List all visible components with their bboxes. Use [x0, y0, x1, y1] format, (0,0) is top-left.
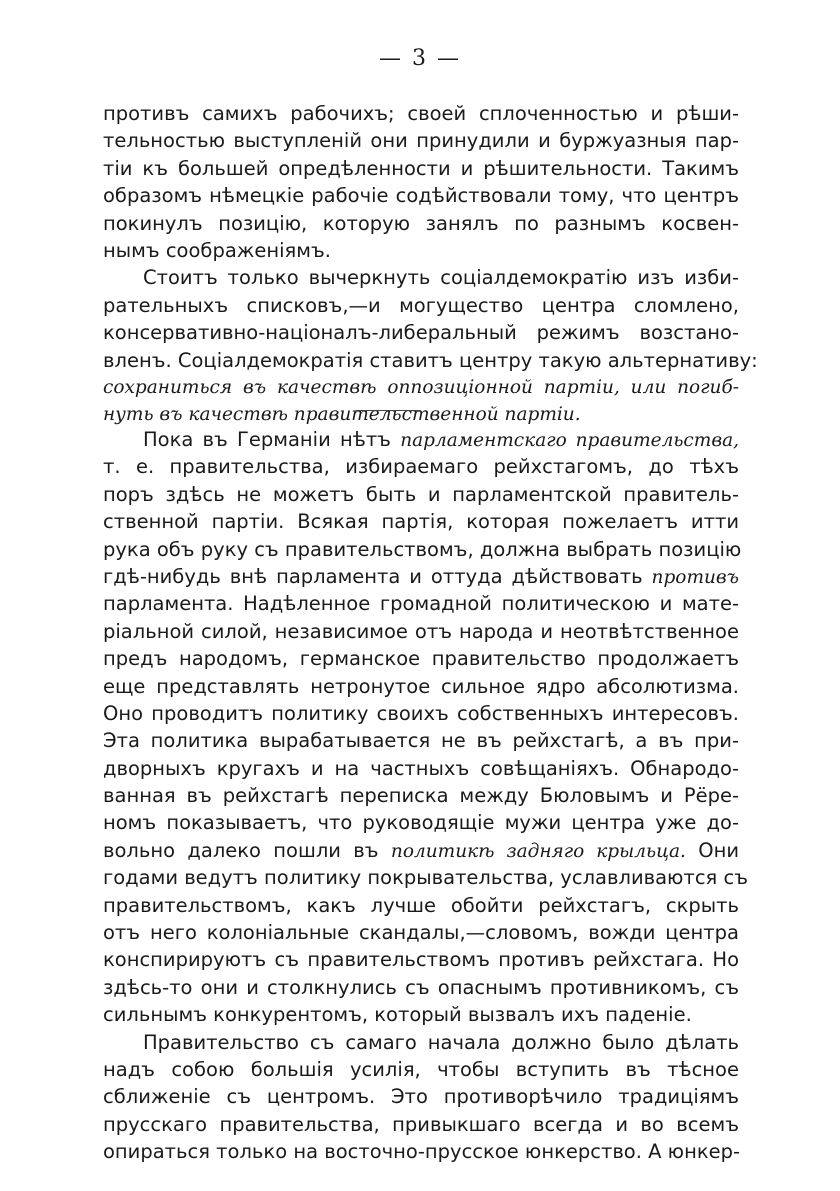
text-line: прусскаго правительства, привыкшаго всегда и во всемъ [103, 1112, 739, 1136]
text-block-top [103, 100, 758, 429]
text-line: здѣсь-то они и столкнулись съ опаснымъ противникомъ, съ [103, 975, 739, 999]
paragraph-4 [103, 1029, 739, 1166]
text-line: номъ показываетъ, что руководящіе мужи центра уже до- [103, 811, 739, 835]
text-line: ванная въ рейхстагѣ переписка между Бюловымъ и Рёре- [103, 784, 739, 808]
text-line: нымъ соображеніямъ. [103, 238, 331, 262]
text-line: правительствомъ, какъ лучше обойти рейхстагъ, скрыть [103, 893, 739, 917]
page-number: — 3 — [379, 46, 461, 71]
paragraph-1 [103, 100, 739, 264]
text-line: рательныхъ списковъ,—и могущество центра сломлено, [103, 293, 739, 317]
text-line: отъ него колоніальные скандалы,—словомъ, вожди центра [103, 921, 739, 945]
italic-text-run: политикѣ задняго крыльца. [390, 840, 686, 862]
text-line: годами ведутъ политику покрывательства, уславливаются съ [103, 866, 748, 890]
text-run: вольно далеко пошли въ [103, 838, 379, 862]
italic-text-line: нуть въ качествѣ правительственной партіи. [103, 404, 581, 426]
text-line: вленъ. Соціалдемократія ставитъ центру такую альтернативу: [103, 348, 758, 372]
text-line [103, 426, 739, 453]
text-line: т. е. правительства, избираемаго рейхстагомъ, до тѣхъ [103, 455, 739, 479]
text-line [103, 563, 739, 590]
italic-text-line: сохраниться въ качествѣ оппозиціонной партіи, или погиб- [103, 376, 739, 398]
text-line: рука объ руку съ правительствомъ, должна выбрать позицію [103, 537, 742, 561]
text-line: парламента. Надѣленное громадной политическою и мате- [103, 592, 739, 616]
text-line: тельностью выступленій они принудили и буржуазныя пар- [103, 129, 739, 153]
text-line: надъ собою большія усилія, чтобы вступить въ тѣсное [103, 1057, 739, 1081]
text-line: покинулъ позицію, которую занялъ по разнымъ косвен- [103, 211, 739, 235]
paragraph-3 [103, 426, 748, 1029]
text-line: Стоитъ только вычеркнуть соціалдемократію изъ изби- [143, 266, 739, 290]
text-line: дворныхъ кругахъ и на частныхъ совѣщаніяхъ. Обнародо- [103, 756, 739, 780]
text-line: опираться только на восточно-прусское юнкерство. А юнкер- [103, 1140, 741, 1164]
text-line: сближеніе съ центромъ. Это противорѣчило традиціямъ [103, 1085, 739, 1109]
text-run: Они [698, 838, 740, 862]
text-line [103, 837, 739, 864]
text-block-bottom [103, 426, 748, 1166]
text-run: Пока въ Германіи нѣтъ [143, 428, 391, 451]
text-line: еще представлять нетронутое сильное ядро абсолютизма. [103, 674, 739, 698]
text-line: ственной партіи. Всякая партія, которая пожелаетъ итти [103, 510, 739, 534]
text-line: Эта политика вырабатывается не въ рейхстагѣ, а въ при- [103, 729, 739, 753]
text-line: консервативно-націоналъ-либеральный режимъ возстано- [103, 321, 739, 345]
italic-text-run: противъ [651, 566, 739, 588]
text-line: Оно проводитъ политику своихъ собственныхъ интересовъ. [103, 701, 739, 725]
text-line: сильнымъ конкурентомъ, который вызвалъ ихъ паденіе. [103, 1003, 692, 1027]
text-line: конспирируютъ съ правительствомъ противъ рейхстага. Но [103, 948, 739, 972]
text-line: противъ самихъ рабочихъ; своей сплоченностью и рѣши- [103, 102, 739, 125]
text-line: образомъ нѣмецкіе рабочіе содѣйствовали тому, что центръ [103, 184, 739, 208]
text-run: гдѣ-нибудь внѣ парламента и оттуда дѣйствовать [103, 564, 643, 588]
text-line: тіи къ большей опредѣленности и рѣшительности. Такимъ [103, 156, 739, 180]
text-line: Правительство съ самаго начала должно было дѣлать [143, 1030, 739, 1054]
italic-text-run: парламентскаго правительства, [400, 430, 740, 451]
text-line: предъ народомъ, германское правительство продолжаетъ [103, 647, 739, 671]
text-line: поръ здѣсь не можетъ быть и парламентской правитель- [103, 482, 739, 506]
paragraph-2 [103, 264, 758, 428]
section-separator [356, 410, 420, 411]
text-line: ріальной силой, независимое отъ народа и неотвѣтственное [103, 619, 739, 643]
